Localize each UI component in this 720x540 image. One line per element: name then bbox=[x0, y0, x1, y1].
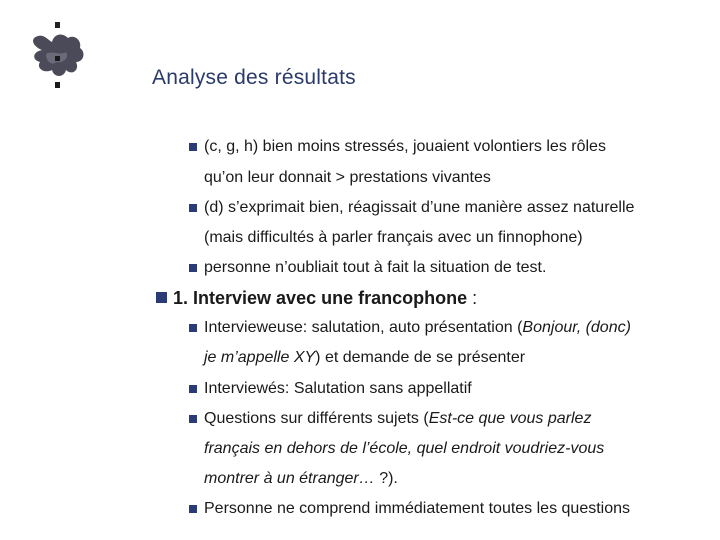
bullet-text bbox=[204, 409, 591, 429]
bullet-marker bbox=[189, 385, 197, 393]
section-heading bbox=[173, 288, 477, 308]
bullet-text: Personne ne comprend immédiatement toutes les questions bbox=[204, 500, 631, 517]
bullet-text bbox=[204, 318, 631, 338]
bullet-text-continuation: français en dehors de l’école, quel endroit voudriez-vous bbox=[204, 440, 605, 457]
text-segment: Intervieweuse: salutation, auto présentation ( bbox=[204, 319, 523, 336]
text-segment-italic: Bonjour, (donc) bbox=[522, 319, 631, 336]
bullet-marker bbox=[189, 324, 197, 332]
slide-title: Analyse des résultats bbox=[152, 66, 356, 89]
bullet-marker bbox=[189, 505, 197, 513]
bullet-text: Interviewés: Salutation sans appellatif bbox=[204, 380, 472, 397]
bullet-marker-large bbox=[156, 292, 167, 303]
text-segment: ) et demande de se présenter bbox=[315, 349, 526, 366]
bullet-text: (c, g, h) bien moins stressés, jouaient volontiers les rôles bbox=[204, 138, 606, 155]
bullet-text: (d) s’exprimait bien, réagissait d’une manière assez naturelle bbox=[204, 199, 635, 216]
text-segment-italic: montrer à un étranger… bbox=[204, 470, 375, 487]
text-segment-italic: je m’appelle XY bbox=[204, 349, 316, 366]
text-segment: ?). bbox=[374, 470, 398, 487]
bullet-marker bbox=[189, 204, 197, 212]
bullet-marker bbox=[189, 415, 197, 423]
text-segment: Questions sur différents sujets ( bbox=[204, 410, 429, 427]
section-heading-text: 1. Interview avec une francophone bbox=[173, 288, 468, 308]
bullet-text: personne n’oubliait tout à fait la situation de test. bbox=[204, 259, 547, 276]
bullet-text-continuation bbox=[204, 348, 525, 368]
bullet-text-continuation: qu’on leur donnait > prestations vivantes bbox=[204, 169, 491, 186]
bullet-text-continuation: (mais difficultés à parler français avec un finnophone) bbox=[204, 229, 583, 246]
bullet-marker bbox=[189, 143, 197, 151]
bullet-text-continuation bbox=[204, 469, 398, 489]
section-heading-colon: : bbox=[467, 288, 478, 308]
text-segment-italic: Est-ce que vous parlez bbox=[428, 410, 592, 427]
bullet-marker bbox=[189, 264, 197, 272]
